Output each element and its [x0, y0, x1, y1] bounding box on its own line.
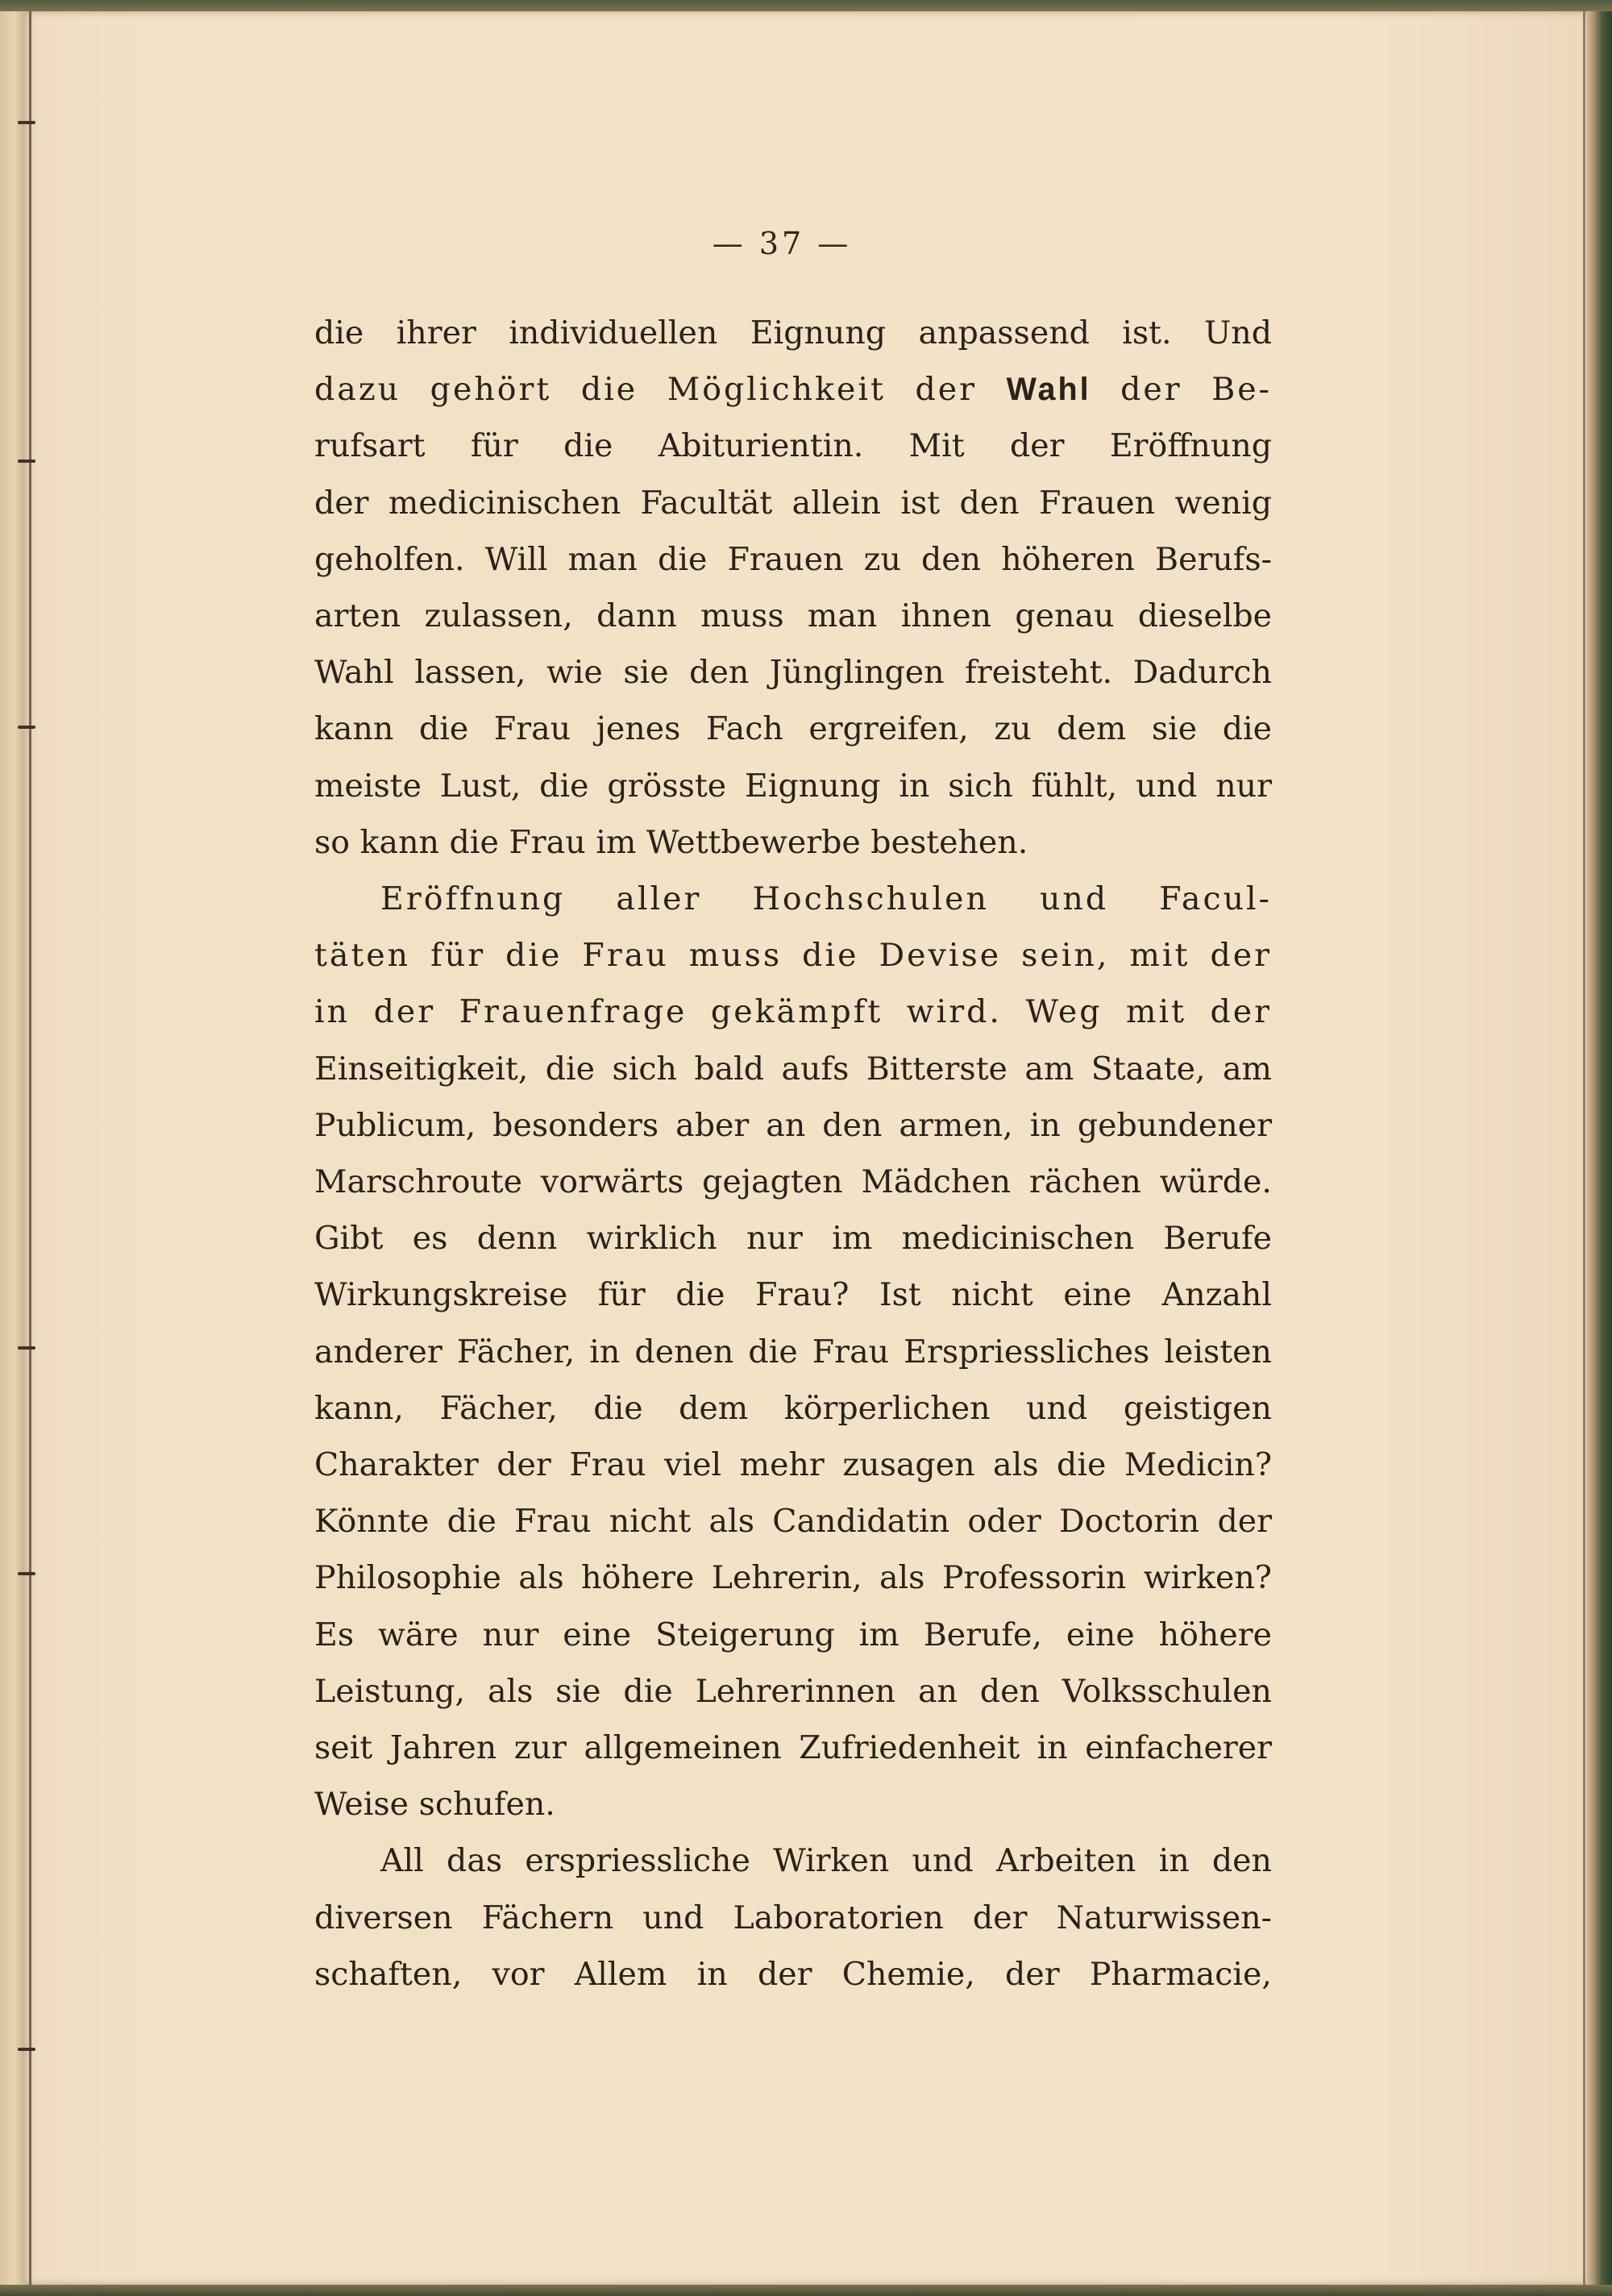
text-line: geholfen. Will man die Frauen zu den höheren Berufs- [314, 540, 1272, 578]
bottom-edge [0, 2285, 1612, 2296]
text-line: seit Jahren zur allgemeinen Zufriedenheit in einfacherer [314, 1729, 1272, 1767]
body-text [314, 305, 1272, 2003]
binding-mark [18, 1346, 35, 1350]
text-line: Publicum, besonders aber an den armen, in gebundener [314, 1106, 1272, 1144]
text-line: Gibt es denn wirklich nur im medicinischen Berufe [314, 1220, 1272, 1258]
text-line: Wirkungskreise für die Frau? Ist nicht eine Anzahl [314, 1276, 1272, 1314]
binding-mark [18, 2048, 35, 2051]
right-fold-line [1583, 11, 1585, 2285]
text-line: Eröffnung aller Hochschulen und Facul- [380, 880, 1272, 918]
text-line: in der Frauenfrage gekämpft wird. Weg mit der [314, 993, 1272, 1031]
text-segment: der Be- [1091, 371, 1273, 409]
text-line: anderer Fächer, in denen die Frau Erspriessliches leisten [314, 1333, 1272, 1371]
text-line: Weise schufen. [314, 1786, 555, 1824]
binding-mark [18, 726, 35, 729]
right-page-edge [1586, 11, 1612, 2285]
text-line: der medicinischen Facultät allein ist den Frauen wenig [314, 484, 1272, 522]
text-segment: dazu gehört die Möglichkeit der [314, 371, 1007, 409]
text-line [314, 361, 1272, 418]
text-line: Es wäre nur eine Steigerung im Berufe, eine höhere [314, 1616, 1272, 1653]
text-line: Philosophie als höhere Lehrerin, als Professorin wirken? [314, 1559, 1272, 1597]
text-line: kann, Fächer, die dem körperlichen und geistigen [314, 1389, 1272, 1427]
text-line: Marschroute vorwärts gejagten Mädchen rächen würde. [314, 1163, 1272, 1201]
emphasized-word: Wahl [1006, 372, 1091, 408]
text-line: kann die Frau jenes Fach ergreifen, zu dem sie die [314, 710, 1272, 748]
text-line: meiste Lust, die grösste Eignung in sich fühlt, und nur [314, 767, 1272, 805]
text-line: rufsart für die Abiturientin. Mit der Eröffnung [314, 427, 1272, 465]
left-page-edge [0, 11, 24, 2285]
binding-mark [18, 460, 35, 463]
text-line: Könnte die Frau nicht als Candidatin oder Doctorin der [314, 1503, 1272, 1541]
top-edge [0, 0, 1612, 11]
text-line: Charakter der Frau viel mehr zusagen als die Medicin? [314, 1446, 1272, 1484]
text-line: so kann die Frau im Wettbewerbe bestehen. [314, 823, 1028, 861]
text-line: Wahl lassen, wie sie den Jünglingen freisteht. Dadurch [314, 654, 1272, 692]
text-line: Einseitigkeit, die sich bald aufs Bitterste am Staate, am [314, 1050, 1272, 1088]
binding-mark [18, 1572, 35, 1575]
page-number: — 37 — [712, 226, 852, 261]
binding-line [29, 11, 31, 2285]
text-line: arten zulassen, dann muss man ihnen genau dieselbe [314, 597, 1272, 635]
binding-mark [18, 121, 35, 124]
text-line: täten für die Frau muss die Devise sein, mit der [314, 937, 1272, 975]
text-line: diversen Fächern und Laboratorien der Naturwissen- [314, 1899, 1272, 1936]
text-line: All das erspriessliche Wirken und Arbeiten in den [380, 1842, 1272, 1880]
text-line: die ihrer individuellen Eignung anpassend ist. Und [314, 314, 1272, 351]
text-line: schaften, vor Allem in der Chemie, der Pharmacie, [314, 1955, 1272, 1993]
text-line: Leistung, als sie die Lehrerinnen an den Volksschulen [314, 1672, 1272, 1710]
